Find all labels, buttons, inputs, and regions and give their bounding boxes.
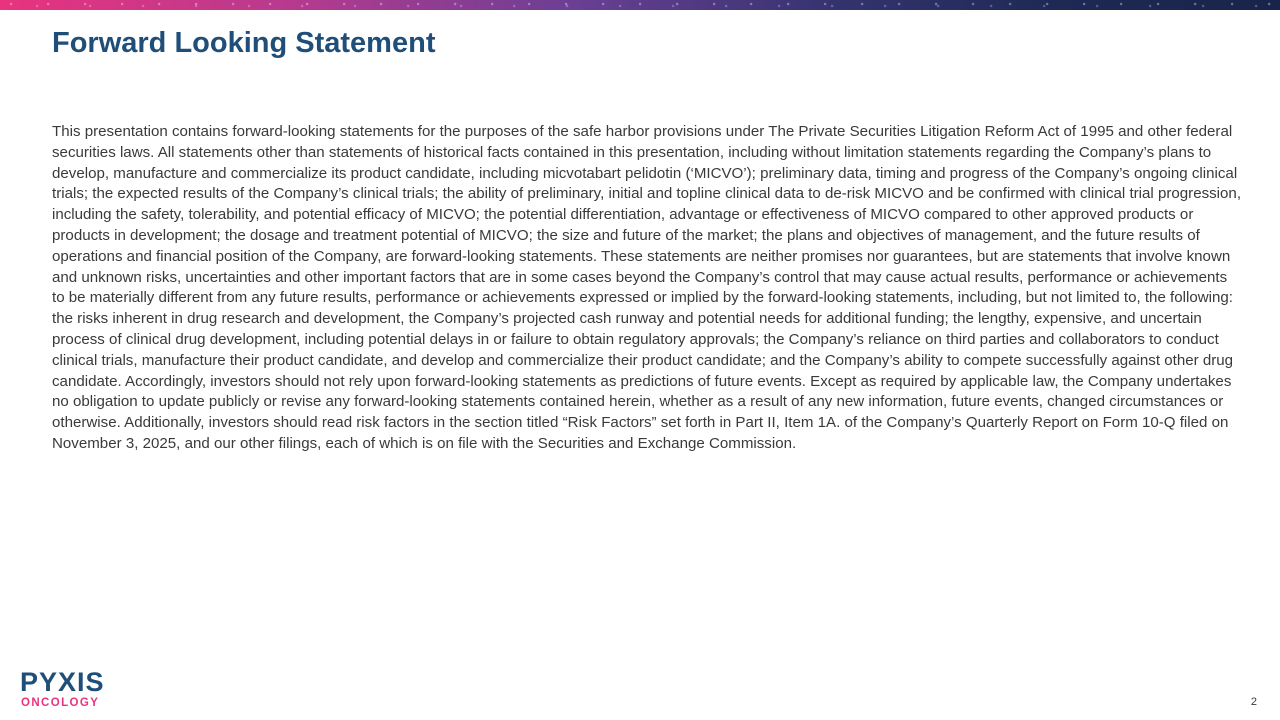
slide-title: Forward Looking Statement [52,27,436,59]
band-starfield [0,0,1280,10]
page-number: 2 [1250,696,1257,708]
forward-looking-statement-text: This presentation contains forward-looking statements for the purposes of the safe harbor provisions under The Private Securities Litigation Reform Act of 1995 and other federal securities laws. All statements other than statements of historical facts contained in this presentation, including without limitation statements regarding the Company’s plans to develop, manufacture and commercialize its product candidate, including micvotabart pelidotin (‘MICVO’); preliminary data, timing and progress of the Company’s ongoing clinical trials; the expected results of the Company’s clinical trials; the ability of preliminary, initial and topline clinical data to de-risk MICVO and be confirmed with clinical trial progression, including the safety, tolerability, and potential efficacy of MICVO; the potential differentiation, advantage or effectiveness of MICVO compared to other approved products or products in development; the dosage and treatment potential of MICVO; the size and future of the market; the plans and objectives of management, and the future results of operations and financial position of the Company, are forward-looking statements. These statements are neither promises nor guarantees, but are statements that involve known and unknown risks, uncertainties and other important factors that are in some cases beyond the Company’s control that may cause actual results, performance or achievements to be materially different from any future results, performance or achievements expressed or implied by the forward-looking statements, including, but not limited to, the following: the risks inherent in drug research and development, the Company’s projected cash runway and potential needs for additional funding; the lengthy, expensive, and uncertain process of clinical drug development, including potential delays in or failure to obtain regulatory approvals; the Company’s reliance on third parties and collaborators to conduct clinical trials, manufacture their product candidate, and develop and commercialize their product candidate; and the Company’s ability to compete successfully against other drug candidate. Accordingly, investors should not rely upon forward-looking statements as predictions of future events. Except as required by applicable law, the Company undertakes no obligation to update publicly or revise any forward-looking statements contained herein, whether as a result of any new information, future events, changed circumstances or otherwise. Additionally, investors should read risk factors in the section titled “Risk Factors” set forth in Part II, Item 1A. of the Company’s Quarterly Report on Form 10-Q filed on November 3, 2025, and our other filings, each of which is on file with the Securities and Exchange Commission. [52,123,1242,452]
logo-subtitle: ONCOLOGY [21,697,100,709]
header-gradient-band [0,0,1280,10]
pyxis-oncology-logo [20,668,120,712]
logo-wordmark: PYXIS [20,667,105,697]
